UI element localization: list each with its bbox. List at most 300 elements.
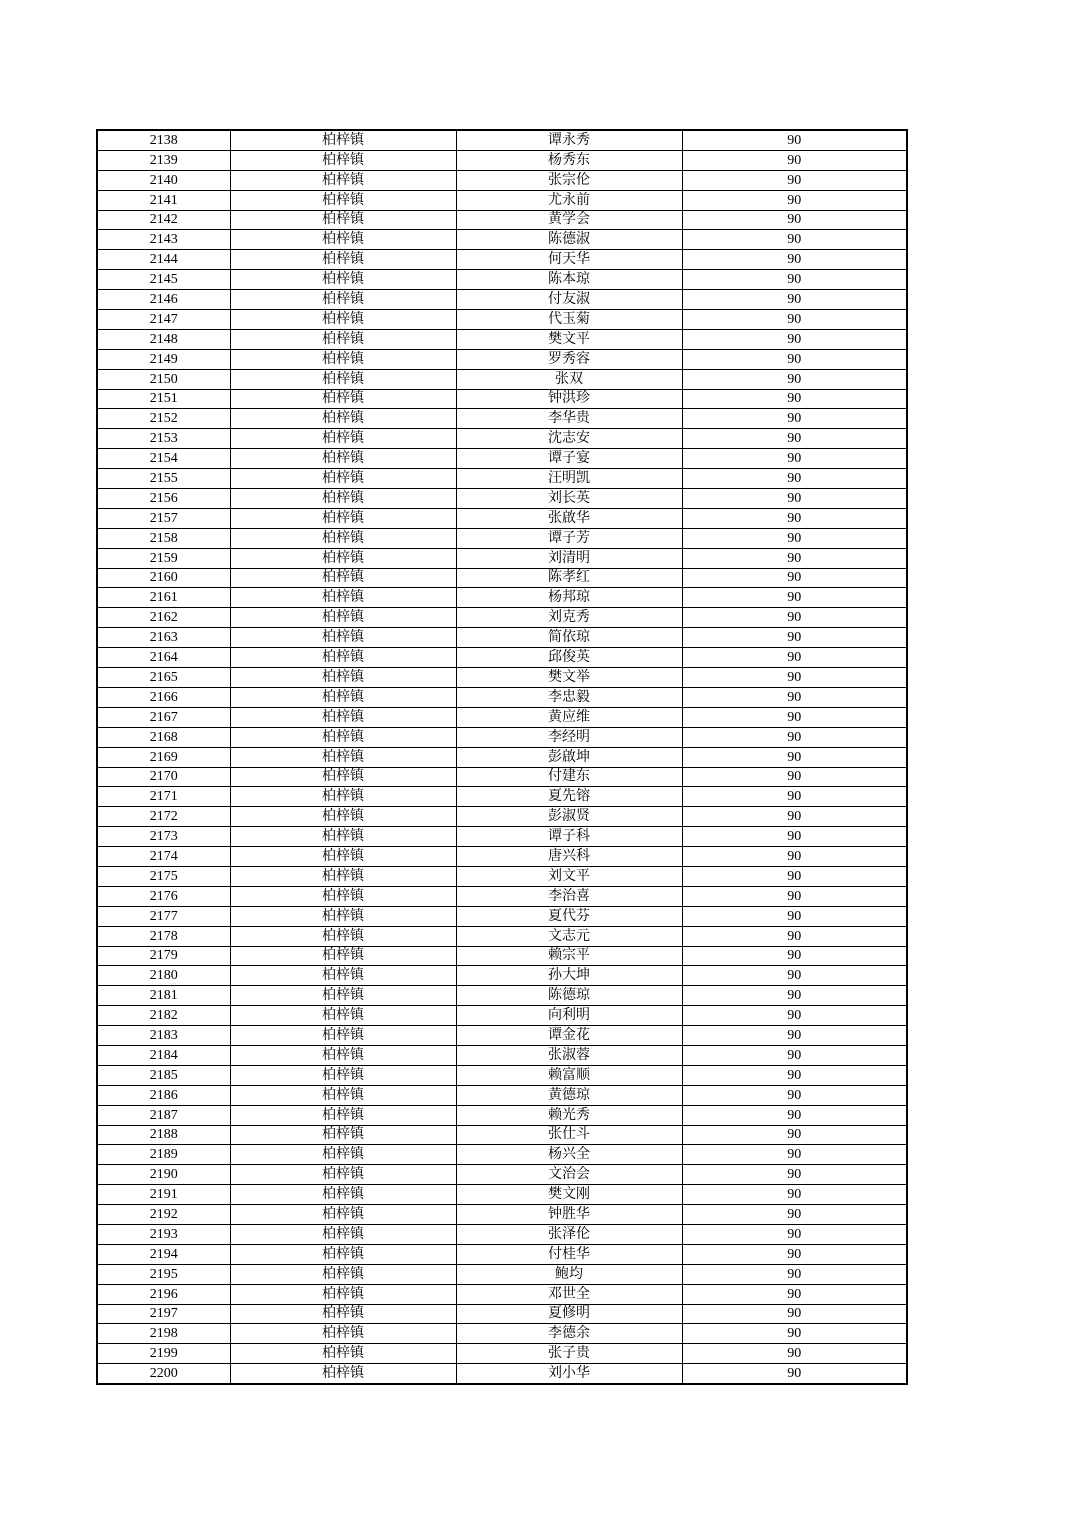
town-cell: 柏梓镇 [230, 230, 456, 250]
name-cell: 赖光秀 [456, 1105, 682, 1125]
table-body [97, 130, 907, 1384]
amount-cell: 90 [682, 290, 907, 310]
town-cell: 柏梓镇 [230, 190, 456, 210]
table-row [97, 687, 907, 707]
table-row [97, 1165, 907, 1185]
row-number-cell: 2142 [97, 210, 230, 230]
amount-cell: 90 [682, 1045, 907, 1065]
amount-cell: 90 [682, 528, 907, 548]
town-cell: 柏梓镇 [230, 130, 456, 150]
amount-cell: 90 [682, 1324, 907, 1344]
amount-cell: 90 [682, 1344, 907, 1364]
name-cell: 谭子宴 [456, 449, 682, 469]
row-number-cell: 2183 [97, 1026, 230, 1046]
town-cell: 柏梓镇 [230, 1105, 456, 1125]
table-row [97, 1065, 907, 1085]
row-number-cell: 2154 [97, 449, 230, 469]
row-number-cell: 2195 [97, 1264, 230, 1284]
table-row [97, 449, 907, 469]
row-number-cell: 2185 [97, 1065, 230, 1085]
row-number-cell: 2181 [97, 986, 230, 1006]
amount-cell: 90 [682, 1244, 907, 1264]
town-cell: 柏梓镇 [230, 469, 456, 489]
name-cell: 李德余 [456, 1324, 682, 1344]
row-number-cell: 2148 [97, 329, 230, 349]
town-cell: 柏梓镇 [230, 170, 456, 190]
table-row [97, 727, 907, 747]
town-cell: 柏梓镇 [230, 847, 456, 867]
row-number-cell: 2172 [97, 807, 230, 827]
town-cell: 柏梓镇 [230, 707, 456, 727]
table-row [97, 648, 907, 668]
town-cell: 柏梓镇 [230, 588, 456, 608]
town-cell: 柏梓镇 [230, 1205, 456, 1225]
amount-cell: 90 [682, 628, 907, 648]
row-number-cell: 2169 [97, 747, 230, 767]
town-cell: 柏梓镇 [230, 1185, 456, 1205]
name-cell: 彭淑贤 [456, 807, 682, 827]
amount-cell: 90 [682, 270, 907, 290]
town-cell: 柏梓镇 [230, 349, 456, 369]
name-cell: 罗秀容 [456, 349, 682, 369]
amount-cell: 90 [682, 1105, 907, 1125]
town-cell: 柏梓镇 [230, 508, 456, 528]
row-number-cell: 2178 [97, 926, 230, 946]
amount-cell: 90 [682, 369, 907, 389]
table-row [97, 1264, 907, 1284]
town-cell: 柏梓镇 [230, 1125, 456, 1145]
table-row [97, 866, 907, 886]
table-row [97, 1284, 907, 1304]
amount-cell: 90 [682, 1205, 907, 1225]
table-row [97, 329, 907, 349]
amount-cell: 90 [682, 1145, 907, 1165]
town-cell: 柏梓镇 [230, 1284, 456, 1304]
name-cell: 邱俊英 [456, 648, 682, 668]
town-cell: 柏梓镇 [230, 1085, 456, 1105]
row-number-cell: 2151 [97, 389, 230, 409]
name-cell: 简依琼 [456, 628, 682, 648]
town-cell: 柏梓镇 [230, 1344, 456, 1364]
table-row [97, 369, 907, 389]
name-cell: 陈孝红 [456, 568, 682, 588]
row-number-cell: 2194 [97, 1244, 230, 1264]
row-number-cell: 2192 [97, 1205, 230, 1225]
row-number-cell: 2184 [97, 1045, 230, 1065]
table-row [97, 429, 907, 449]
amount-cell: 90 [682, 429, 907, 449]
amount-cell: 90 [682, 489, 907, 509]
row-number-cell: 2153 [97, 429, 230, 449]
amount-cell: 90 [682, 946, 907, 966]
name-cell: 黄德琼 [456, 1085, 682, 1105]
table-row [97, 588, 907, 608]
table-row [97, 926, 907, 946]
town-cell: 柏梓镇 [230, 1264, 456, 1284]
row-number-cell: 2188 [97, 1125, 230, 1145]
town-cell: 柏梓镇 [230, 687, 456, 707]
table-row [97, 767, 907, 787]
row-number-cell: 2162 [97, 608, 230, 628]
town-cell: 柏梓镇 [230, 389, 456, 409]
name-cell: 谭永秀 [456, 130, 682, 150]
amount-cell: 90 [682, 190, 907, 210]
table-row [97, 668, 907, 688]
amount-cell: 90 [682, 1165, 907, 1185]
town-cell: 柏梓镇 [230, 1145, 456, 1165]
town-cell: 柏梓镇 [230, 150, 456, 170]
name-cell: 代玉菊 [456, 310, 682, 330]
table-row [97, 946, 907, 966]
town-cell: 柏梓镇 [230, 1006, 456, 1026]
amount-cell: 90 [682, 886, 907, 906]
table-row [97, 787, 907, 807]
town-cell: 柏梓镇 [230, 886, 456, 906]
table-row [97, 1185, 907, 1205]
amount-cell: 90 [682, 1224, 907, 1244]
row-number-cell: 2161 [97, 588, 230, 608]
name-cell: 谭金花 [456, 1026, 682, 1046]
row-number-cell: 2168 [97, 727, 230, 747]
row-number-cell: 2159 [97, 548, 230, 568]
amount-cell: 90 [682, 1125, 907, 1145]
town-cell: 柏梓镇 [230, 1324, 456, 1344]
row-number-cell: 2144 [97, 250, 230, 270]
row-number-cell: 2164 [97, 648, 230, 668]
amount-cell: 90 [682, 847, 907, 867]
row-number-cell: 2190 [97, 1165, 230, 1185]
row-number-cell: 2171 [97, 787, 230, 807]
amount-cell: 90 [682, 170, 907, 190]
name-cell: 张宗伦 [456, 170, 682, 190]
town-cell: 柏梓镇 [230, 548, 456, 568]
table-row [97, 1244, 907, 1264]
name-cell: 张淑蓉 [456, 1045, 682, 1065]
name-cell: 文志元 [456, 926, 682, 946]
row-number-cell: 2167 [97, 707, 230, 727]
row-number-cell: 2196 [97, 1284, 230, 1304]
row-number-cell: 2189 [97, 1145, 230, 1165]
name-cell: 唐兴科 [456, 847, 682, 867]
name-cell: 刘克秀 [456, 608, 682, 628]
amount-cell: 90 [682, 906, 907, 926]
row-number-cell: 2147 [97, 310, 230, 330]
row-number-cell: 2200 [97, 1364, 230, 1384]
amount-cell: 90 [682, 349, 907, 369]
name-cell: 杨兴全 [456, 1145, 682, 1165]
amount-cell: 90 [682, 807, 907, 827]
row-number-cell: 2187 [97, 1105, 230, 1125]
row-number-cell: 2175 [97, 866, 230, 886]
amount-cell: 90 [682, 1006, 907, 1026]
table-row [97, 548, 907, 568]
row-number-cell: 2152 [97, 409, 230, 429]
name-cell: 赖宗平 [456, 946, 682, 966]
name-cell: 付桂华 [456, 1244, 682, 1264]
amount-cell: 90 [682, 329, 907, 349]
name-cell: 尤永前 [456, 190, 682, 210]
amount-cell: 90 [682, 926, 907, 946]
town-cell: 柏梓镇 [230, 329, 456, 349]
amount-cell: 90 [682, 1364, 907, 1384]
amount-cell: 90 [682, 409, 907, 429]
town-cell: 柏梓镇 [230, 827, 456, 847]
amount-cell: 90 [682, 1065, 907, 1085]
table-row [97, 1364, 907, 1384]
amount-cell: 90 [682, 130, 907, 150]
town-cell: 柏梓镇 [230, 1304, 456, 1324]
table-row [97, 489, 907, 509]
table-row [97, 130, 907, 150]
amount-cell: 90 [682, 707, 907, 727]
amount-cell: 90 [682, 767, 907, 787]
name-cell: 樊文刚 [456, 1185, 682, 1205]
amount-cell: 90 [682, 687, 907, 707]
town-cell: 柏梓镇 [230, 489, 456, 509]
town-cell: 柏梓镇 [230, 946, 456, 966]
table-row [97, 986, 907, 1006]
row-number-cell: 2143 [97, 230, 230, 250]
table-row [97, 528, 907, 548]
row-number-cell: 2191 [97, 1185, 230, 1205]
name-cell: 李忠毅 [456, 687, 682, 707]
town-cell: 柏梓镇 [230, 409, 456, 429]
row-number-cell: 2155 [97, 469, 230, 489]
town-cell: 柏梓镇 [230, 807, 456, 827]
row-number-cell: 2174 [97, 847, 230, 867]
name-cell: 汪明凯 [456, 469, 682, 489]
amount-cell: 90 [682, 389, 907, 409]
table-row [97, 1205, 907, 1225]
town-cell: 柏梓镇 [230, 1165, 456, 1185]
table-row [97, 250, 907, 270]
town-cell: 柏梓镇 [230, 1224, 456, 1244]
row-number-cell: 2140 [97, 170, 230, 190]
table-row [97, 1026, 907, 1046]
amount-cell: 90 [682, 1284, 907, 1304]
name-cell: 张仕斗 [456, 1125, 682, 1145]
name-cell: 孙大坤 [456, 966, 682, 986]
table-row [97, 568, 907, 588]
town-cell: 柏梓镇 [230, 608, 456, 628]
table-row [97, 1045, 907, 1065]
name-cell: 刘小华 [456, 1364, 682, 1384]
name-cell: 刘文平 [456, 866, 682, 886]
town-cell: 柏梓镇 [230, 727, 456, 747]
town-cell: 柏梓镇 [230, 767, 456, 787]
amount-cell: 90 [682, 508, 907, 528]
town-cell: 柏梓镇 [230, 787, 456, 807]
table-row [97, 1324, 907, 1344]
table-row [97, 1304, 907, 1324]
amount-cell: 90 [682, 1304, 907, 1324]
table-row [97, 210, 907, 230]
amount-cell: 90 [682, 727, 907, 747]
town-cell: 柏梓镇 [230, 270, 456, 290]
name-cell: 文治会 [456, 1165, 682, 1185]
table-row [97, 1125, 907, 1145]
amount-cell: 90 [682, 1026, 907, 1046]
row-number-cell: 2160 [97, 568, 230, 588]
town-cell: 柏梓镇 [230, 866, 456, 886]
amount-cell: 90 [682, 469, 907, 489]
table-row [97, 628, 907, 648]
town-cell: 柏梓镇 [230, 290, 456, 310]
amount-cell: 90 [682, 568, 907, 588]
row-number-cell: 2180 [97, 966, 230, 986]
name-cell: 陈本琼 [456, 270, 682, 290]
name-cell: 谭子芳 [456, 528, 682, 548]
table-row [97, 807, 907, 827]
town-cell: 柏梓镇 [230, 747, 456, 767]
amount-cell: 90 [682, 250, 907, 270]
row-number-cell: 2198 [97, 1324, 230, 1344]
name-cell: 李华贵 [456, 409, 682, 429]
town-cell: 柏梓镇 [230, 906, 456, 926]
name-cell: 李治喜 [456, 886, 682, 906]
row-number-cell: 2165 [97, 668, 230, 688]
amount-cell: 90 [682, 648, 907, 668]
table-row [97, 707, 907, 727]
name-cell: 张泽伦 [456, 1224, 682, 1244]
amount-cell: 90 [682, 1085, 907, 1105]
table-row [97, 230, 907, 250]
table-row [97, 1006, 907, 1026]
name-cell: 谭子科 [456, 827, 682, 847]
table-row [97, 1344, 907, 1364]
table-row [97, 1105, 907, 1125]
town-cell: 柏梓镇 [230, 210, 456, 230]
row-number-cell: 2139 [97, 150, 230, 170]
amount-cell: 90 [682, 966, 907, 986]
name-cell: 黄学会 [456, 210, 682, 230]
row-number-cell: 2197 [97, 1304, 230, 1324]
name-cell: 陈德淑 [456, 230, 682, 250]
table-row [97, 1085, 907, 1105]
name-cell: 付建东 [456, 767, 682, 787]
amount-cell: 90 [682, 866, 907, 886]
name-cell: 沈志安 [456, 429, 682, 449]
row-number-cell: 2179 [97, 946, 230, 966]
name-cell: 付友淑 [456, 290, 682, 310]
amount-cell: 90 [682, 747, 907, 767]
name-cell: 鲍均 [456, 1264, 682, 1284]
row-number-cell: 2141 [97, 190, 230, 210]
name-cell: 樊文举 [456, 668, 682, 688]
town-cell: 柏梓镇 [230, 966, 456, 986]
amount-cell: 90 [682, 310, 907, 330]
name-cell: 张双 [456, 369, 682, 389]
table-row [97, 906, 907, 926]
town-cell: 柏梓镇 [230, 369, 456, 389]
table-row [97, 150, 907, 170]
name-cell: 赖富顺 [456, 1065, 682, 1085]
name-cell: 陈德琼 [456, 986, 682, 1006]
table-row [97, 747, 907, 767]
name-cell: 夏修明 [456, 1304, 682, 1324]
table-row [97, 190, 907, 210]
amount-cell: 90 [682, 827, 907, 847]
table-row [97, 886, 907, 906]
row-number-cell: 2157 [97, 508, 230, 528]
row-number-cell: 2156 [97, 489, 230, 509]
name-cell: 彭啟坤 [456, 747, 682, 767]
row-number-cell: 2170 [97, 767, 230, 787]
town-cell: 柏梓镇 [230, 310, 456, 330]
name-cell: 杨邦琼 [456, 588, 682, 608]
town-cell: 柏梓镇 [230, 986, 456, 1006]
row-number-cell: 2158 [97, 528, 230, 548]
row-number-cell: 2150 [97, 369, 230, 389]
table-row [97, 310, 907, 330]
row-number-cell: 2145 [97, 270, 230, 290]
table-row [97, 290, 907, 310]
table-row [97, 847, 907, 867]
row-number-cell: 2176 [97, 886, 230, 906]
table-row [97, 349, 907, 369]
town-cell: 柏梓镇 [230, 528, 456, 548]
table-row [97, 508, 907, 528]
amount-cell: 90 [682, 230, 907, 250]
table-row [97, 389, 907, 409]
row-number-cell: 2186 [97, 1085, 230, 1105]
table-row [97, 170, 907, 190]
row-number-cell: 2182 [97, 1006, 230, 1026]
town-cell: 柏梓镇 [230, 668, 456, 688]
amount-cell: 90 [682, 548, 907, 568]
row-number-cell: 2138 [97, 130, 230, 150]
amount-cell: 90 [682, 668, 907, 688]
amount-cell: 90 [682, 449, 907, 469]
name-cell: 张啟华 [456, 508, 682, 528]
row-number-cell: 2149 [97, 349, 230, 369]
table-row [97, 270, 907, 290]
name-cell: 邓世全 [456, 1284, 682, 1304]
name-cell: 刘清明 [456, 548, 682, 568]
name-cell: 夏先镕 [456, 787, 682, 807]
name-cell: 樊文平 [456, 329, 682, 349]
row-number-cell: 2173 [97, 827, 230, 847]
town-cell: 柏梓镇 [230, 1065, 456, 1085]
row-number-cell: 2166 [97, 687, 230, 707]
town-cell: 柏梓镇 [230, 429, 456, 449]
name-cell: 夏代芬 [456, 906, 682, 926]
amount-cell: 90 [682, 1185, 907, 1205]
table-row [97, 1224, 907, 1244]
town-cell: 柏梓镇 [230, 926, 456, 946]
table-row [97, 608, 907, 628]
name-cell: 张子贵 [456, 1344, 682, 1364]
town-cell: 柏梓镇 [230, 628, 456, 648]
row-number-cell: 2146 [97, 290, 230, 310]
name-cell: 钟胜华 [456, 1205, 682, 1225]
town-cell: 柏梓镇 [230, 250, 456, 270]
amount-cell: 90 [682, 210, 907, 230]
amount-cell: 90 [682, 608, 907, 628]
town-cell: 柏梓镇 [230, 1026, 456, 1046]
amount-cell: 90 [682, 588, 907, 608]
town-cell: 柏梓镇 [230, 1364, 456, 1384]
row-number-cell: 2177 [97, 906, 230, 926]
name-cell: 刘长英 [456, 489, 682, 509]
row-number-cell: 2163 [97, 628, 230, 648]
row-number-cell: 2193 [97, 1224, 230, 1244]
amount-cell: 90 [682, 150, 907, 170]
town-cell: 柏梓镇 [230, 449, 456, 469]
name-cell: 钟洪珍 [456, 389, 682, 409]
table-row [97, 469, 907, 489]
table-row [97, 1145, 907, 1165]
